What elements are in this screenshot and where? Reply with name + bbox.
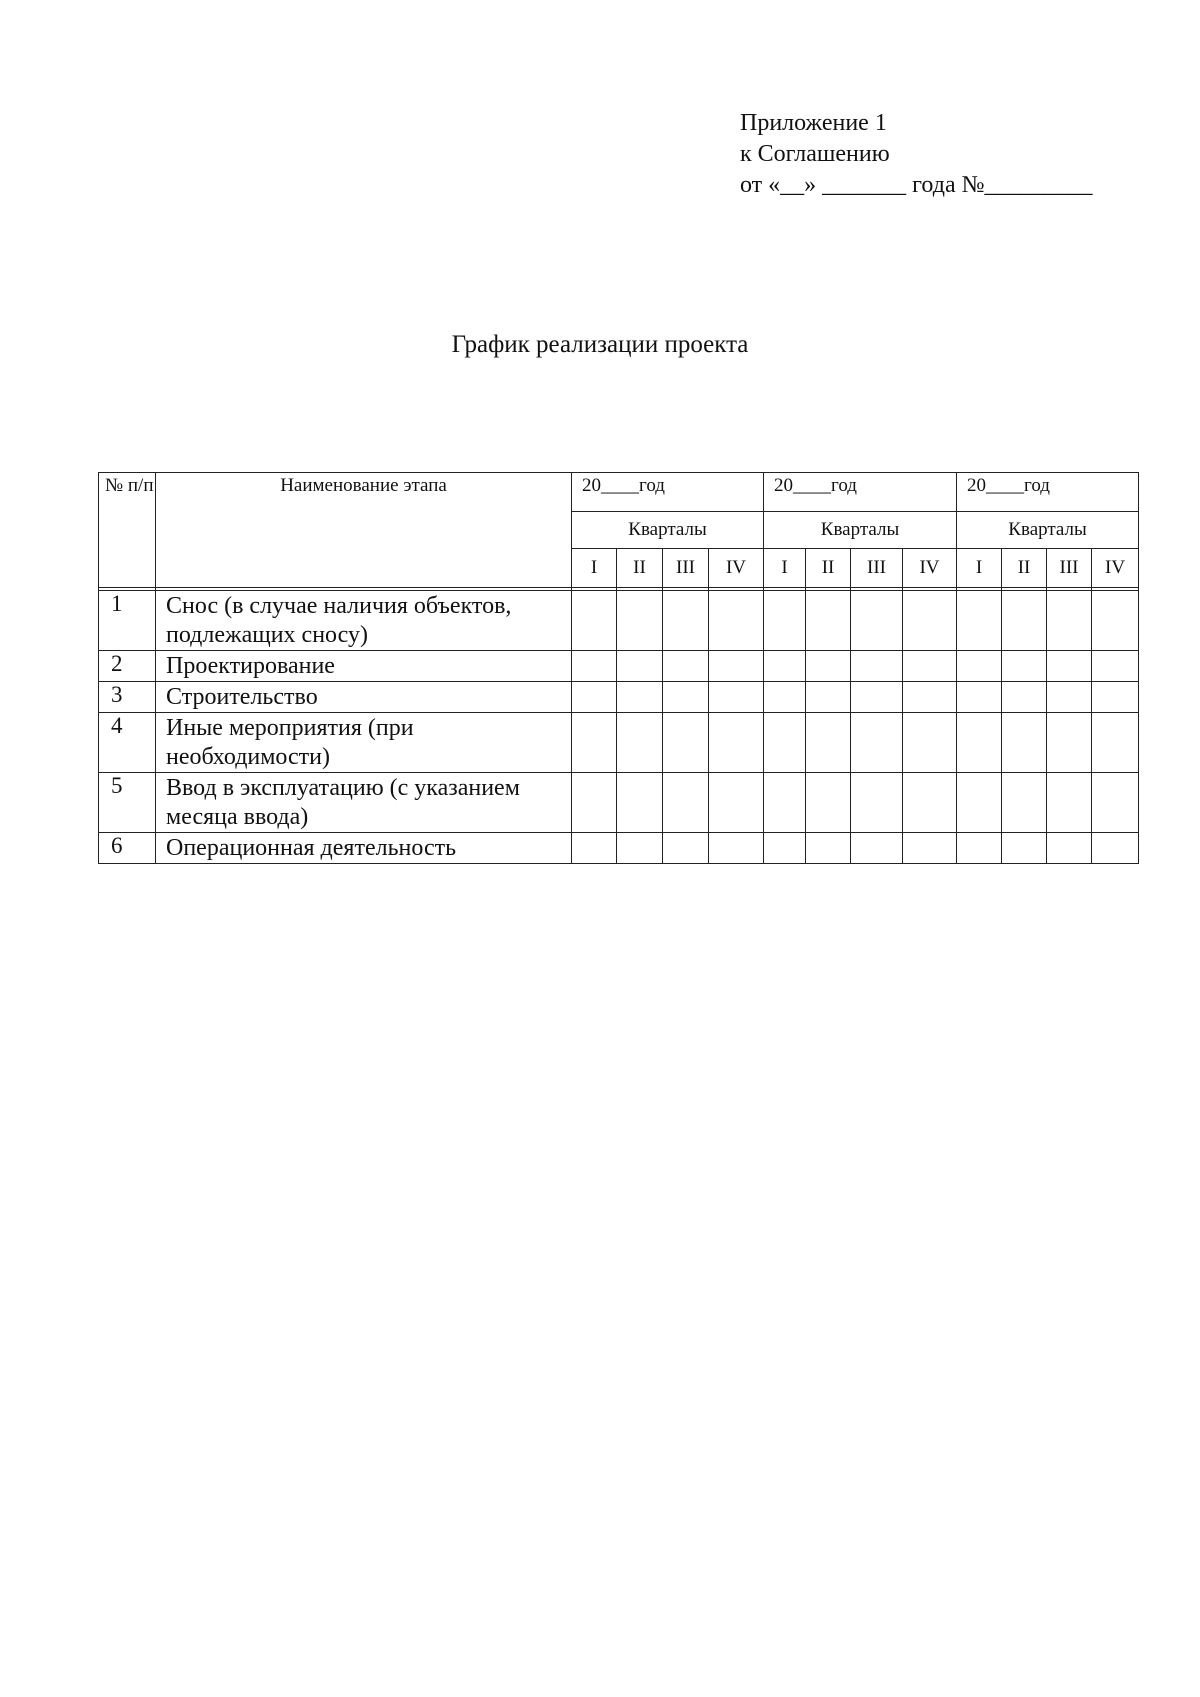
header-year-1: 20____год — [572, 473, 764, 512]
quarter-cell — [663, 591, 709, 651]
quarter-cell — [957, 682, 1002, 713]
quarter-cell — [572, 833, 617, 864]
quarter-cell — [957, 713, 1002, 773]
row-number: 1 — [99, 591, 156, 651]
quarter-cell — [572, 682, 617, 713]
quarter-cell — [851, 651, 903, 682]
header-quarters-3: Кварталы — [957, 512, 1139, 549]
quarter-cell — [851, 682, 903, 713]
appendix-date-number: от «__» _______ года №_________ — [740, 172, 1093, 198]
row-stage-name: Снос (в случае наличия объектов, подлежащих сносу) — [156, 591, 572, 651]
quarter-label: II — [617, 549, 663, 588]
quarter-label: IV — [1092, 549, 1139, 588]
quarter-label: I — [764, 549, 806, 588]
quarter-label: IV — [709, 549, 764, 588]
quarter-label: I — [957, 549, 1002, 588]
quarter-cell — [903, 591, 957, 651]
quarter-cell — [957, 773, 1002, 833]
document-title: График реализации проекта — [451, 331, 749, 358]
table-row — [99, 773, 1139, 833]
quarter-cell — [764, 682, 806, 713]
quarter-label: III — [1047, 549, 1092, 588]
header-year-3: 20____год — [957, 473, 1139, 512]
quarter-cell — [957, 651, 1002, 682]
quarter-label: II — [806, 549, 851, 588]
table-row — [99, 651, 1139, 682]
quarter-cell — [1092, 682, 1139, 713]
quarter-label: II — [1002, 549, 1047, 588]
quarter-label: IV — [903, 549, 957, 588]
quarter-cell — [806, 682, 851, 713]
quarter-cell — [903, 713, 957, 773]
quarter-cell — [851, 591, 903, 651]
quarter-cell — [1092, 591, 1139, 651]
quarter-cell — [617, 833, 663, 864]
quarter-cell — [903, 682, 957, 713]
quarter-label: I — [572, 549, 617, 588]
quarter-cell — [1002, 591, 1047, 651]
quarter-cell — [1002, 682, 1047, 713]
quarter-cell — [617, 651, 663, 682]
quarter-cell — [903, 773, 957, 833]
quarter-cell — [764, 713, 806, 773]
quarter-cell — [709, 591, 764, 651]
quarter-cell — [1047, 713, 1092, 773]
quarter-cell — [1047, 591, 1092, 651]
quarter-cell — [663, 833, 709, 864]
row-stage-name: Операционная деятельность — [156, 833, 572, 864]
quarter-cell — [572, 713, 617, 773]
quarter-cell — [1047, 651, 1092, 682]
quarter-cell — [1092, 773, 1139, 833]
quarter-cell — [764, 651, 806, 682]
row-number: 6 — [99, 833, 156, 864]
quarter-cell — [1002, 713, 1047, 773]
quarter-cell — [806, 591, 851, 651]
appendix-title: Приложение 1 — [740, 110, 887, 136]
quarter-cell — [617, 713, 663, 773]
quarter-cell — [851, 773, 903, 833]
quarter-cell — [572, 651, 617, 682]
row-stage-name: Иные мероприятия (при необходимости) — [156, 713, 572, 773]
quarter-cell — [806, 833, 851, 864]
row-stage-name: Проектирование — [156, 651, 572, 682]
quarter-cell — [903, 651, 957, 682]
appendix-agreement: к Соглашению — [740, 141, 890, 167]
quarter-cell — [1047, 682, 1092, 713]
quarter-cell — [851, 713, 903, 773]
quarter-cell — [663, 773, 709, 833]
quarter-cell — [617, 591, 663, 651]
header-year-2: 20____год — [764, 473, 957, 512]
row-stage-name: Ввод в эксплуатацию (с указанием месяца ввода) — [156, 773, 572, 833]
quarter-cell — [903, 833, 957, 864]
quarter-cell — [1092, 713, 1139, 773]
quarter-cell — [709, 682, 764, 713]
quarter-cell — [709, 773, 764, 833]
quarter-cell — [572, 591, 617, 651]
quarter-cell — [957, 591, 1002, 651]
quarter-label: III — [663, 549, 709, 588]
quarter-cell — [663, 713, 709, 773]
quarter-cell — [764, 773, 806, 833]
quarter-cell — [1002, 833, 1047, 864]
quarter-cell — [764, 833, 806, 864]
row-number: 5 — [99, 773, 156, 833]
quarter-cell — [764, 591, 806, 651]
row-stage-name: Строительство — [156, 682, 572, 713]
quarter-cell — [709, 651, 764, 682]
quarter-cell — [851, 833, 903, 864]
quarter-cell — [1092, 651, 1139, 682]
quarter-cell — [957, 833, 1002, 864]
quarter-label: III — [851, 549, 903, 588]
header-number: № п/п — [99, 473, 156, 588]
quarter-cell — [617, 682, 663, 713]
appendix-header — [740, 108, 1093, 201]
quarter-cell — [709, 833, 764, 864]
table-row — [99, 682, 1139, 713]
quarter-cell — [663, 682, 709, 713]
quarter-cell — [806, 713, 851, 773]
table-row — [99, 713, 1139, 773]
quarter-cell — [1047, 833, 1092, 864]
quarter-cell — [806, 773, 851, 833]
table-row — [99, 833, 1139, 864]
table-row — [99, 591, 1139, 651]
quarter-cell — [617, 773, 663, 833]
quarter-cell — [1092, 833, 1139, 864]
header-stage-name: Наименование этапа — [156, 473, 572, 588]
schedule-table — [98, 472, 1139, 864]
quarter-cell — [806, 651, 851, 682]
row-number: 3 — [99, 682, 156, 713]
quarter-cell — [1002, 773, 1047, 833]
header-quarters-2: Кварталы — [764, 512, 957, 549]
header-quarters-1: Кварталы — [572, 512, 764, 549]
quarter-cell — [1002, 651, 1047, 682]
quarter-cell — [663, 651, 709, 682]
quarter-cell — [1047, 773, 1092, 833]
row-number: 2 — [99, 651, 156, 682]
row-number: 4 — [99, 713, 156, 773]
quarter-cell — [572, 773, 617, 833]
quarter-cell — [709, 713, 764, 773]
